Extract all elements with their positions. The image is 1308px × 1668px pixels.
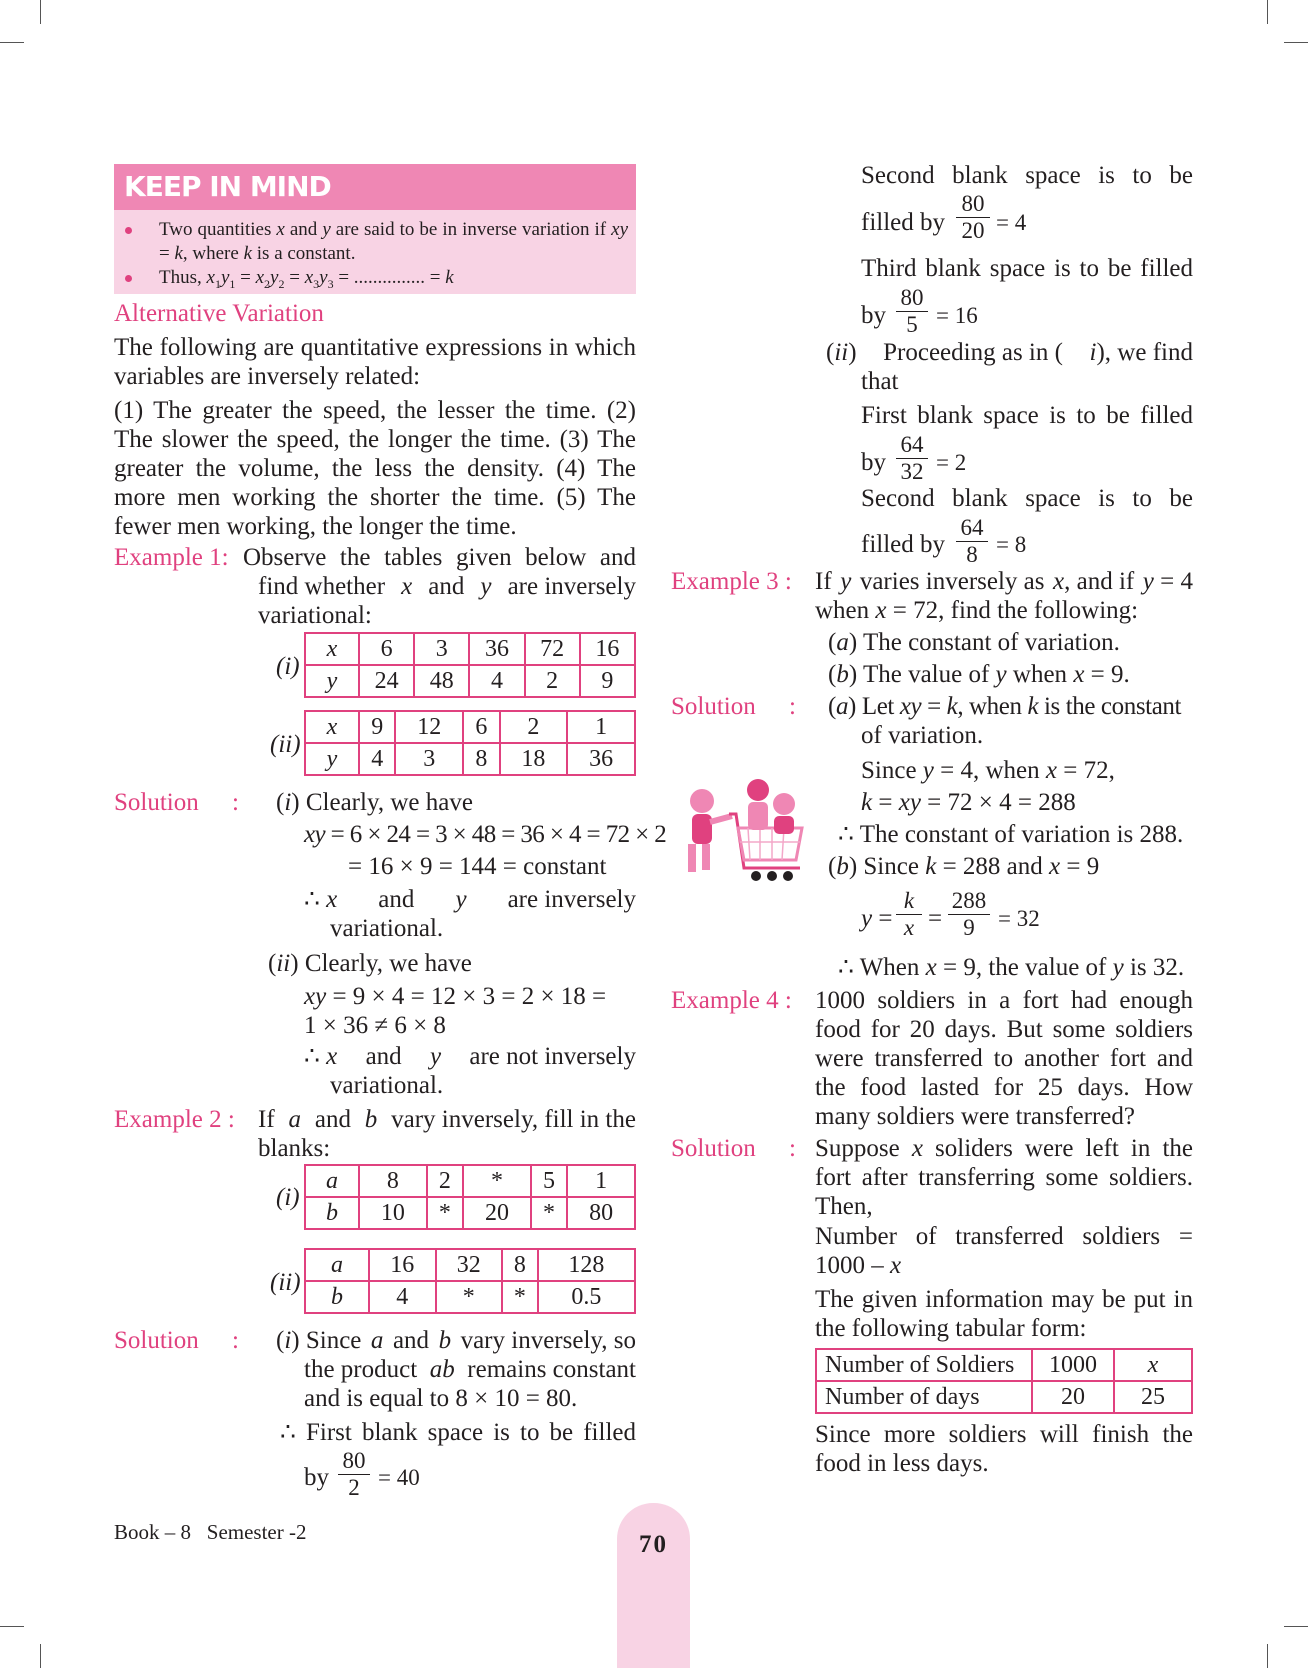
table-i-label: (i) [276, 1184, 300, 1211]
solution-1-eq: = 16 × 9 = 144 = constant [348, 853, 607, 880]
solution-2-third-blank: Third blank space is to be filled [861, 255, 1193, 282]
example-3-question-b: (b) The value of y when x = 9. [828, 661, 1130, 688]
example-1-text: variational: [258, 602, 372, 629]
solution-3-a: (a) Let xy = k, when k is the constant [828, 693, 1182, 720]
example-1-text: find whether x and y are inversely [258, 573, 636, 600]
page-number-tab [617, 1503, 690, 1668]
solution-1-conclusion: ∴ x and y are not inversely [304, 1043, 636, 1070]
solution-3-b: (b) Since k = 288 and x = 9 [828, 853, 1100, 880]
keep-in-mind-box [114, 210, 636, 294]
crop-mark [1267, 0, 1268, 24]
solution-2-ii: (ii) Proceeding as in ( i), we find [826, 339, 1193, 366]
solution-colon: : [232, 1327, 239, 1354]
example-2-text: If a and b vary inversely, fill in the [258, 1106, 636, 1133]
solution-colon: : [789, 693, 796, 720]
solution-colon: : [232, 789, 239, 816]
example-3-label: Example 3 : [671, 568, 792, 595]
fraction-result: = 16 [936, 303, 978, 328]
example-1-text: Observe the tables given below and [243, 544, 636, 571]
solution-4-text: The given information may be put in the following tabular form: [815, 1286, 1193, 1342]
fraction-result: = 40 [378, 1465, 420, 1490]
example-2-text: blanks: [258, 1135, 331, 1162]
fraction: $\frac{80}{5}$ [896, 285, 928, 338]
example-4-label: Example 4 : [671, 987, 792, 1014]
solution-4-label: Solution [671, 1135, 756, 1162]
solution-1-conclusion: variational. [330, 1072, 444, 1099]
example-1-table-i: x 6 3 36 72 16 y 24 48 4 2 9 [304, 632, 636, 698]
child-girl-figure [747, 779, 795, 834]
example-1-table-ii: x 9 12 6 2 1 y 4 3 8 18 36 [304, 710, 636, 776]
solution-1-ii: (ii) Clearly, we have [268, 950, 472, 977]
solution-3-a-conclusion: ∴ The constant of variation is 288. [838, 821, 1184, 848]
example-2-label: Example 2 : [114, 1106, 235, 1133]
solution-3-a: Since y = 4, when x = 72, [861, 757, 1115, 784]
solution-colon: : [789, 1135, 796, 1162]
solution-4-conclusion: Since more soldiers will finish the food in less days. [815, 1421, 1193, 1477]
fraction: $\frac{288}{9}$ [948, 888, 990, 941]
solution-1-eq: xy = 6 × 24 = 3 × 48 = 36 × 4 = 72 × 2 [304, 821, 667, 848]
fraction-result: = 8 [996, 532, 1027, 557]
crop-mark [1284, 1626, 1308, 1627]
filled-by-text: filled by [861, 209, 946, 236]
solution-4-text: Suppose x soliders were left in the fort after transferring some soldiers. Then, [815, 1135, 1194, 1220]
example-1-label: Example 1: [114, 544, 229, 571]
solution-2-ii-second-blank: Second blank space is to be [861, 485, 1193, 512]
solution-1-label: Solution [114, 789, 199, 816]
solution-3-b-eq: y = [861, 905, 893, 932]
solution-1-conclusion: variational. [330, 915, 444, 942]
example-3-text: If y varies inversely as x, and if y = 4 [815, 568, 1193, 595]
examples-list-paragraph: (1) The greater the speed, the lesser the time. (2) The slower the speed, the longer the time. (3) The greater the volume, the less the density. (4) The more men working the shorter the time. (5) The fewer men working, the longer the time. [114, 397, 636, 540]
section-heading: Alternative Variation [114, 300, 324, 327]
by-text: by [304, 1464, 329, 1491]
fraction-result: = 4 [996, 210, 1027, 235]
solution-2-i: and is equal to 8 × 10 = 80. [304, 1385, 578, 1412]
fraction-result: = 32 [998, 906, 1040, 931]
keep-in-mind-bullet: Thus, $x_1y_1 = x_2y_2 = x_3y_3$ = ............... = k [159, 266, 628, 296]
solution-1-conclusion: ∴ x and y are inversely [304, 886, 636, 913]
keep-in-mind-title: KEEP IN MIND [114, 164, 636, 210]
footer: Book – 8 Semester -2 [114, 1520, 307, 1544]
fraction: $\frac{64}{8}$ [956, 515, 988, 568]
table-i-label: (i) [276, 653, 300, 680]
fraction: $\frac{80}{20}$ [956, 191, 990, 244]
solution-3-label: Solution [671, 693, 756, 720]
solution-3-b-eq: = [928, 905, 943, 932]
example-2-table-ii: a 16 32 8 128 b 4 * * 0.5 [304, 1248, 636, 1314]
solution-2-i: the product ab remains constant [304, 1356, 636, 1383]
solution-2-i: (i) Since a and b vary inversely, so [276, 1327, 636, 1354]
fraction-result: = 2 [936, 450, 967, 475]
child-boy-figure [688, 789, 732, 872]
intro-paragraph: The following are quantitative expressions in which variables are inversely related: [114, 334, 636, 390]
crop-mark [1284, 42, 1308, 43]
by-text: by [861, 449, 886, 476]
crop-mark [40, 1644, 41, 1668]
solution-3-a: k = xy = 72 × 4 = 288 [861, 789, 1076, 816]
solution-1-eq: xy = 9 × 4 = 12 × 3 = 2 × 18 = [304, 983, 607, 1010]
solution-2-label: Solution [114, 1327, 199, 1354]
fraction: $\frac{80}{2}$ [338, 1448, 370, 1501]
crop-mark [40, 0, 41, 24]
solution-2-first-blank: ∴ First blank space is to be filled [280, 1419, 636, 1446]
crop-mark [0, 42, 24, 43]
solution-3-b-conclusion: ∴ When x = 9, the value of y is 32. [838, 954, 1185, 981]
solution-2-ii-first-blank: First blank space is to be filled [861, 402, 1193, 429]
example-3-text: when x = 72, find the following: [815, 597, 1139, 624]
example-2-table-i: a 8 2 * 5 1 b 10 * 20 * 80 [304, 1164, 636, 1230]
page-number: 70 [639, 1531, 668, 1558]
solution-2-ii: that [861, 368, 899, 395]
keep-in-mind-bullet: Two quantities x and y are said to be in inverse variation if xy = k, where k is a constant. [159, 219, 629, 264]
example-4-text: 1000 soldiers in a fort had enough food for 20 days. But some soldiers were transferred to another fort and the food lasted for 25 days. How many soldiers were transferred? [815, 987, 1193, 1130]
soldiers-days-table: Number of Soldiers 1000 x Number of days 20 25 [815, 1348, 1193, 1414]
crop-mark [1267, 1644, 1268, 1668]
solution-1-i: (i) Clearly, we have [276, 789, 473, 816]
solution-1-eq: 1 × 36 ≠ 6 × 8 [304, 1012, 446, 1039]
children-trolley-illustration [674, 776, 808, 908]
crop-mark [0, 1626, 24, 1627]
solution-4-text: Number of transferred soldiers = 1000 – x [815, 1223, 1193, 1279]
solution-3-a: of variation. [861, 722, 984, 749]
fraction: $\frac{64}{32}$ [896, 432, 928, 485]
table-ii-label: (ii) [270, 1269, 301, 1296]
by-text: by [861, 302, 886, 329]
example-3-question-a: (a) The constant of variation. [828, 629, 1120, 656]
table-ii-label: (ii) [270, 731, 301, 758]
fraction: $\frac{k}{x}$ [896, 888, 922, 941]
solution-2-second-blank: Second blank space is to be [861, 162, 1193, 189]
filled-by-text: filled by [861, 531, 946, 558]
